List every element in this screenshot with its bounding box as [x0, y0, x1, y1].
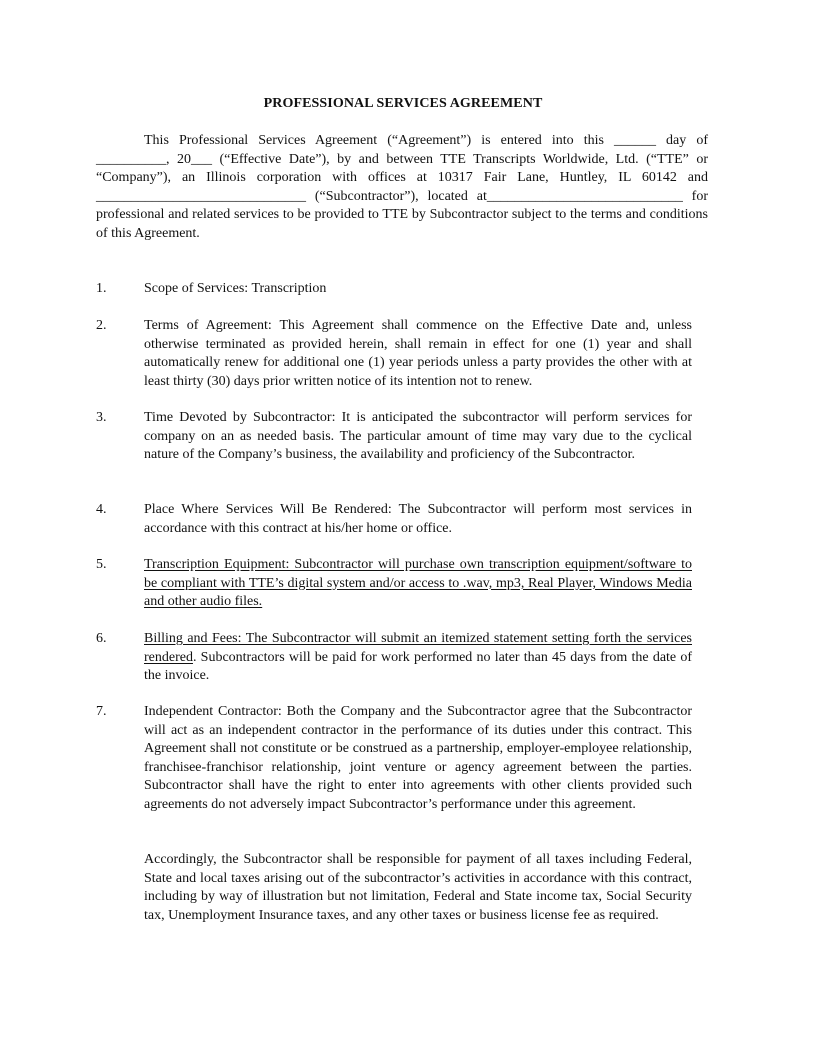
item-number: 1. — [96, 281, 107, 296]
item-text: Transcription Equipment: Subcontractor will purchase own transcription equipment/software to be compliant with TTE’s digital system and/or access to .wav, mp3, Real Player, Windows Media and other audio files. — [144, 557, 692, 609]
item-number: 2. — [96, 318, 107, 333]
document-title: PROFESSIONAL SERVICES AGREEMENT — [263, 96, 543, 111]
item-text-underlined: Billing and Fees: The Subcontractor will submit an itemized statement setting forth the services rendered — [144, 631, 692, 665]
list-item-scope — [96, 280, 708, 299]
item-text-wrapper — [144, 556, 692, 612]
item-7-second-paragraph: Accordingly, the Subcontractor shall be responsible for payment of all taxes including Federal, State and local taxes arising out of the subcontractor’s activities in accordance with this contract, including by way of illustration but not limitation, Federal and State income tax, Social Security tax, Unemployment Insurance taxes, and any other taxes or business license fee as required. — [144, 852, 692, 923]
item-text-rest: . Subcontractors will be paid for work performed no later than 45 days from the date of the invoice. — [144, 649, 692, 683]
item-text: Independent Contractor: Both the Company and the Subcontractor agree that the Subcontractor will act as an independent contractor in the performance of its duties under this contract. This Agreement shall not constitute or be construed as a partnership, employer-employee relationship, franchisee-franchisor relationship, joint venture or agency agreement between the parties. Subcontractor shall have the right to enter into agreements with other clients provided such agreements do not adversely impact Subcontractor’s performance under this agreement. — [144, 704, 692, 812]
list-item-billing — [96, 630, 708, 686]
item-text: Place Where Services Will Be Rendered: The Subcontractor will perform most services in accordance with this contract at his/her home or office. — [144, 502, 692, 536]
item-number: 6. — [96, 631, 107, 646]
list-item-terms — [96, 317, 708, 391]
list-item-time-devoted — [96, 409, 708, 465]
list-item-independent-contractor — [96, 703, 708, 814]
list-item-place — [96, 501, 708, 538]
item-text: Scope of Services: Transcription — [144, 281, 327, 296]
item-number: 4. — [96, 502, 107, 517]
item-number: 7. — [96, 704, 107, 719]
item-text-wrapper — [144, 630, 692, 686]
item-number: 3. — [96, 410, 107, 425]
intro-paragraph: This Professional Services Agreement (“Agreement”) is entered into this ______ day of __________, 20___ (“Effective Date”), by and between TTE Transcripts Worldwide, Ltd. (“TTE” or “Company”), an Illinois corporation with offices at 10317 Fair Lane, Huntley, IL 60142 and ______________________________ (“Subcontractor”), located at____________________________ for professional and related services to be provided to TTE by Subcontractor subject to the terms and conditions of this Agreement. — [96, 133, 708, 241]
item-text: Time Devoted by Subcontractor: It is anticipated the subcontractor will perform services for company on an as needed basis. The particular amount of time may vary due to the cyclical nature of the Company’s business, the availability and proficiency of the Subcontractor. — [144, 410, 692, 462]
list-item-equipment — [96, 556, 708, 612]
item-text: Terms of Agreement: This Agreement shall commence on the Effective Date and, unless otherwise terminated as provided herein, shall remain in effect for one (1) year and shall automatically renew for additional one (1) year periods unless a party provides the other with at least thirty (30) days prior written notice of its intention not to renew. — [144, 318, 692, 389]
item-number: 5. — [96, 557, 107, 572]
